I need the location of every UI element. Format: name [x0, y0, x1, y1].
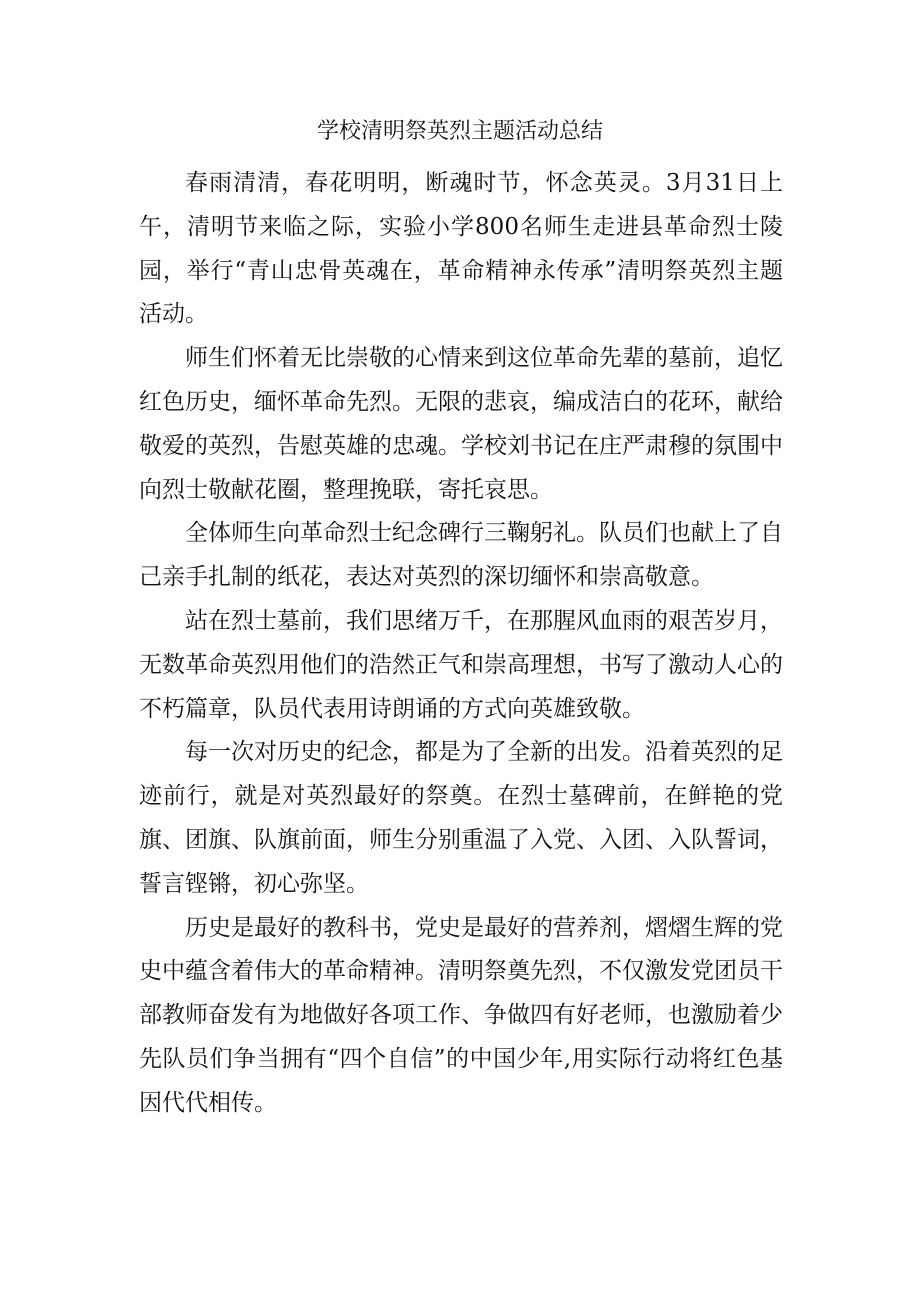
- paragraph: 师生们怀着无比崇敬的心情来到这位革命先辈的墓前，追忆红色历史，缅怀革命先烈。无限的悲哀，编成洁白的花环，献给敬爱的英烈，告慰英雄的忠魂。学校刘书记在庄严肃穆的氛围中向烈士敬献花圈，整理挽联，寄托哀思。: [139, 345, 783, 503]
- paragraph: 春雨清清，春花明明，断魂时节，怀念英灵。3月31日上午，清明节来临之际，实验小学800名师生走进县革命烈士陵园，举行“青山忠骨英魂在，革命精神永传承”清明祭英烈主题活动。: [139, 170, 783, 328]
- document-title: 学校清明祭英烈主题活动总结: [316, 119, 603, 144]
- paragraph: 历史是最好的教科书，党史是最好的营养剂，熠熠生辉的党史中蕴含着伟大的革命精神。清明祭奠先烈，不仅激发党团员干部教师奋发有为地做好各项工作、争做四有好老师，也激励着少先队员们争当拥有“四个自信”的中国少年,用实际行动将红色基因代代相传。: [139, 914, 783, 1116]
- paragraph: 全体师生向革命烈士纪念碑行三鞠躬礼。队员们也献上了自己亲手扎制的纸花，表达对英烈的深切缅怀和崇高敬意。: [139, 520, 783, 591]
- document-body: [139, 162, 783, 1126]
- paragraph: 站在烈士墓前，我们思绪万千，在那腥风血雨的艰苦岁月，无数革命英烈用他们的浩然正气和崇高理想，书写了激动人心的不朽篇章，队员代表用诗朗诵的方式向英雄致敬。: [139, 607, 783, 722]
- paragraph: 每一次对历史的纪念，都是为了全新的出发。沿着英烈的足迹前行，就是对英烈最好的祭奠。在烈士墓碑前，在鲜艳的党旗、团旗、队旗前面，师生分别重温了入党、入团、入队誓词，誓言铿锵，初心弥坚。: [139, 739, 783, 897]
